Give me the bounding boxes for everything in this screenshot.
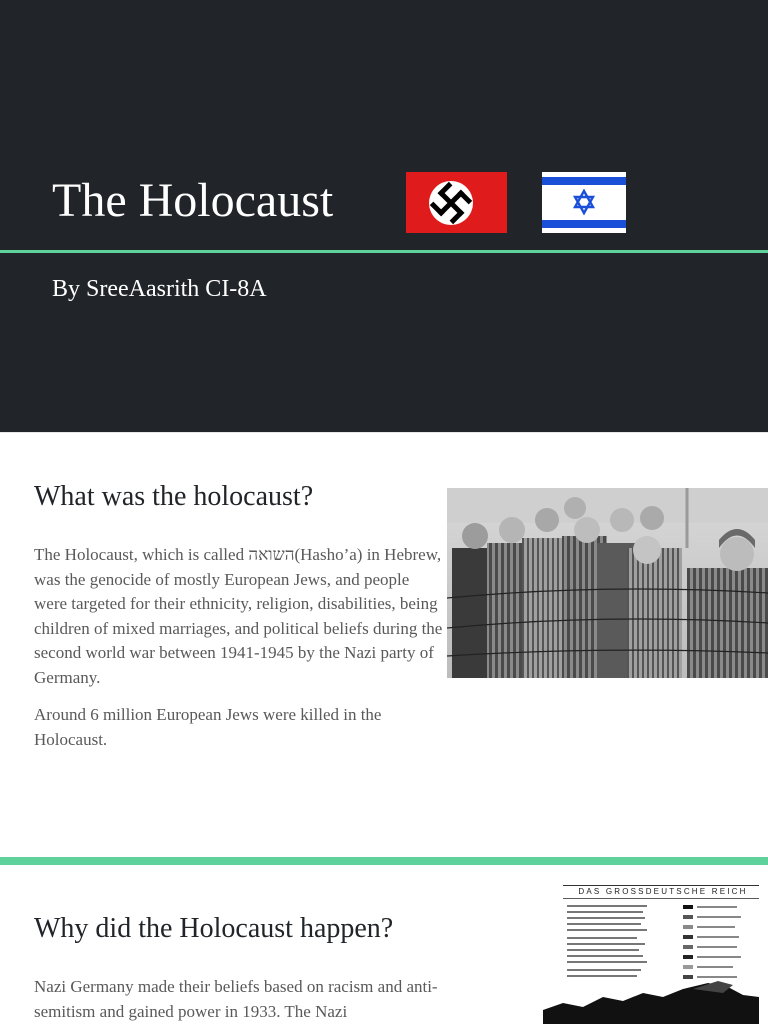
slide-title: The Holocaust bbox=[52, 174, 334, 227]
content-slide-what bbox=[0, 433, 768, 855]
slide-heading: Why did the Holocaust happen? bbox=[34, 913, 394, 944]
slide-heading: What was the holocaust? bbox=[34, 481, 314, 512]
title-divider bbox=[0, 250, 768, 253]
slide-divider bbox=[0, 857, 768, 865]
slide-subtitle: By SreeAasrith CI-8A bbox=[52, 276, 267, 302]
map-title: DAS GROSSDEUTSCHE REICH bbox=[578, 887, 748, 896]
body-paragraph: The Holocaust, which is called השואה(Hasho’a) in Hebrew, was the genocide of mostly European Jews, and people were targeted for their ethnicity, religion, disabilities, being children of mixed marriages, and political beliefs during the second world war between 1941-1945 by the Nazi party of Germany. bbox=[34, 545, 443, 687]
slide-body: Nazi Germany made their beliefs based on racism and anti-semitism and gained power in 1933. The Nazi bbox=[34, 977, 438, 1021]
slide-body bbox=[34, 543, 444, 765]
grossdeutsche-reich-map bbox=[543, 885, 759, 1024]
israel-flag-image bbox=[542, 172, 626, 233]
body-paragraph: Around 6 million European Jews were killed in the Holocaust. bbox=[34, 705, 382, 749]
nazi-flag-image bbox=[406, 172, 507, 233]
children-camp-photo bbox=[447, 488, 768, 678]
title-slide bbox=[0, 0, 768, 432]
content-slide-why bbox=[0, 865, 768, 1024]
